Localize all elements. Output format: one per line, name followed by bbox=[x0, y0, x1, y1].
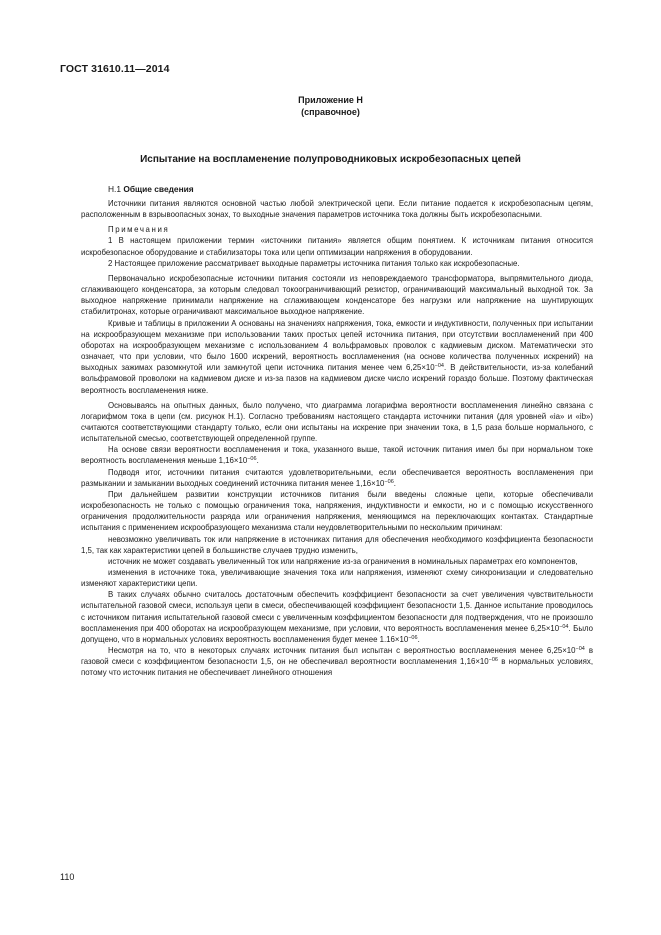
paragraph: Источники питания являются основной частью любой электрической цепи. Если питание подается к искробезопасным цепям, расположенным в взрывоопасных зонах, то выходные значения параметров источника тока должны быть искробезопасными. bbox=[81, 199, 593, 220]
paragraph: В таких случаях обычно считалось достаточным обеспечить коэффициент безопасности за счет увеличения чувствительности испытательной газовой смеси, используя цепи в смеси, обеспечивающей коэффициент безопасности 1,5. Данное испытание проводилось с источником питания испытательной газовой смеси с увеличенным коэффициентом безопасности для подтверждения, что не произошло воспламенения при 400 оборотах на искрообразующем механизме, при условии, что вероятность воспламенения менее $6,25\times 10^{-04}$. Было допущено, что в нормальных условиях вероятность воспламенения будет менее $1.16\times 10^{-06}$. bbox=[81, 590, 593, 644]
list-item: изменения в источнике тока, увеличивающие значения тока или напряжения, изменяют схему синхронизации и следовательно изменяют характеристики цепи. bbox=[81, 568, 593, 589]
list-item: источник не может создавать увеличенный ток или напряжение из-за ограничения в номинальных параметрах его компонентов, bbox=[108, 556, 578, 566]
annex-subtitle: (справочное) bbox=[301, 107, 360, 117]
paragraph: Кривые и таблицы в приложении А основаны на значениях напряжения, тока, емкости и индуктивности, полученных при испытании на искрообразующем механизме при использовании таких простых цепей источника питания, при отсутствии воспламенений при 400 оборотах на искрообразующем механизме с использованием 4 вольфрамовых проволок с кадмиевым диском. Математически это означает, что при условии, что было 1600 искрений, вероятность воспламенения (на основе количества полученных искрений) на выходных зажимах разомкнутой или замкнутой цепи источника питания менее чем $6,25\times 10^{-04}$. В действительности, из-за колебаний вольфрамовой проволоки на кадмиевом диске и из-за пазов на кадмиевом диске число искрений гораздо больше. Поэтому фактическая вероятность воспламенения ниже. bbox=[81, 318, 593, 395]
paragraph: Несмотря на то, что в некоторых случаях источник питания был испытан с вероятностью воспламенения менее $6,25\times 10^{-04}$ в газовой смеси с коэффициентом безопасности 1,5, он не обеспечивал вероятности воспламенения $1,16\times 10^{-06}$ в нормальных условиях, потому что источник питания не обеспечивает линейного отношения bbox=[81, 646, 594, 678]
annex-title: Приложение Н bbox=[298, 95, 363, 105]
note-2: 2 Настоящее приложение рассматривает выходные параметры источника питания только как искробезопасные. bbox=[108, 258, 520, 268]
section-heading bbox=[108, 184, 194, 194]
paragraph: На основе связи вероятности воспламенения и тока, указанного выше, такой источник питания имел бы при нормальном токе вероятность воспламенения меньше $1,16\times 10^{-06}$. bbox=[81, 445, 593, 466]
document-body bbox=[81, 198, 593, 679]
page-number: 110 bbox=[60, 872, 75, 882]
document-title: Испытание на воспламенение полупроводниковых искробезопасных цепей bbox=[140, 154, 521, 165]
paragraph: При дальнейшем развитии конструкции источников питания были введены сложные цепи, которые обеспечивали искробезопасность не только с помощью ограничения тока, напряжения, индуктивности и емкости, но и с помощью искусственного ограничения продолжительности разряда или ограничения напряжения, меняющимся на переключающих контактах. Стандартные испытания с применением искрообразующего механизма стали неудовлетворительными по нескольким причинам: bbox=[81, 489, 593, 533]
paragraph: Подводя итог, источники питания считаются удовлетворительными, если обеспечивается вероятность воспламенения при размыкании и замыкании выходных соединений источника питания менее $1,16\times 10^{-06}$. bbox=[81, 467, 593, 488]
paragraph: Основываясь на опытных данных, было получено, что диаграмма логарифма вероятности воспламенения линейно связана с логарифмом тока в цепи (см. рисунок Н.1). Согласно требованиям настоящего стандарта источники питания (для уровней «ia» и «ib») считаются соответствующими стандарту только, если они испытаны на искрение при значении тока, в 1,5 раза больше нормального, с испытательной смесью, соответствующей определенной группе. bbox=[81, 400, 593, 444]
paragraph: Первоначально искробезопасные источники питания состояли из неповреждаемого трансформатора, выпрямительного диода, сглаживающего конденсатора, за которым следовал токоограничивающий резистор, ограничивающий максимальный выходной ток. За выходное напряжение принимали напряжение на сглаживающем конденсаторе без нагрузки или напряжение на шунтирующих стабилитронах, которые ограничивают максимальное выходное напряжение. bbox=[81, 273, 593, 317]
standard-header: ГОСТ 31610.11—2014 bbox=[60, 63, 170, 75]
list-item: невозможно увеличивать ток или напряжение в источниках питания для обеспечения необходимого коэффициента безопасности 1,5, так как характеристики цепей в большинстве случаев трудно изменить, bbox=[81, 534, 593, 555]
notes-heading: Примечания bbox=[108, 225, 170, 235]
section-title: Общие сведения bbox=[123, 184, 194, 194]
note-1: 1 В настоящем приложении термин «источники питания» является общим понятием. К источникам питания относится искробезопасное оборудование и стабилизаторы тока или цепи оптимизации напряжения в оборудовании. bbox=[81, 236, 593, 257]
section-number: Н.1 bbox=[108, 184, 122, 194]
